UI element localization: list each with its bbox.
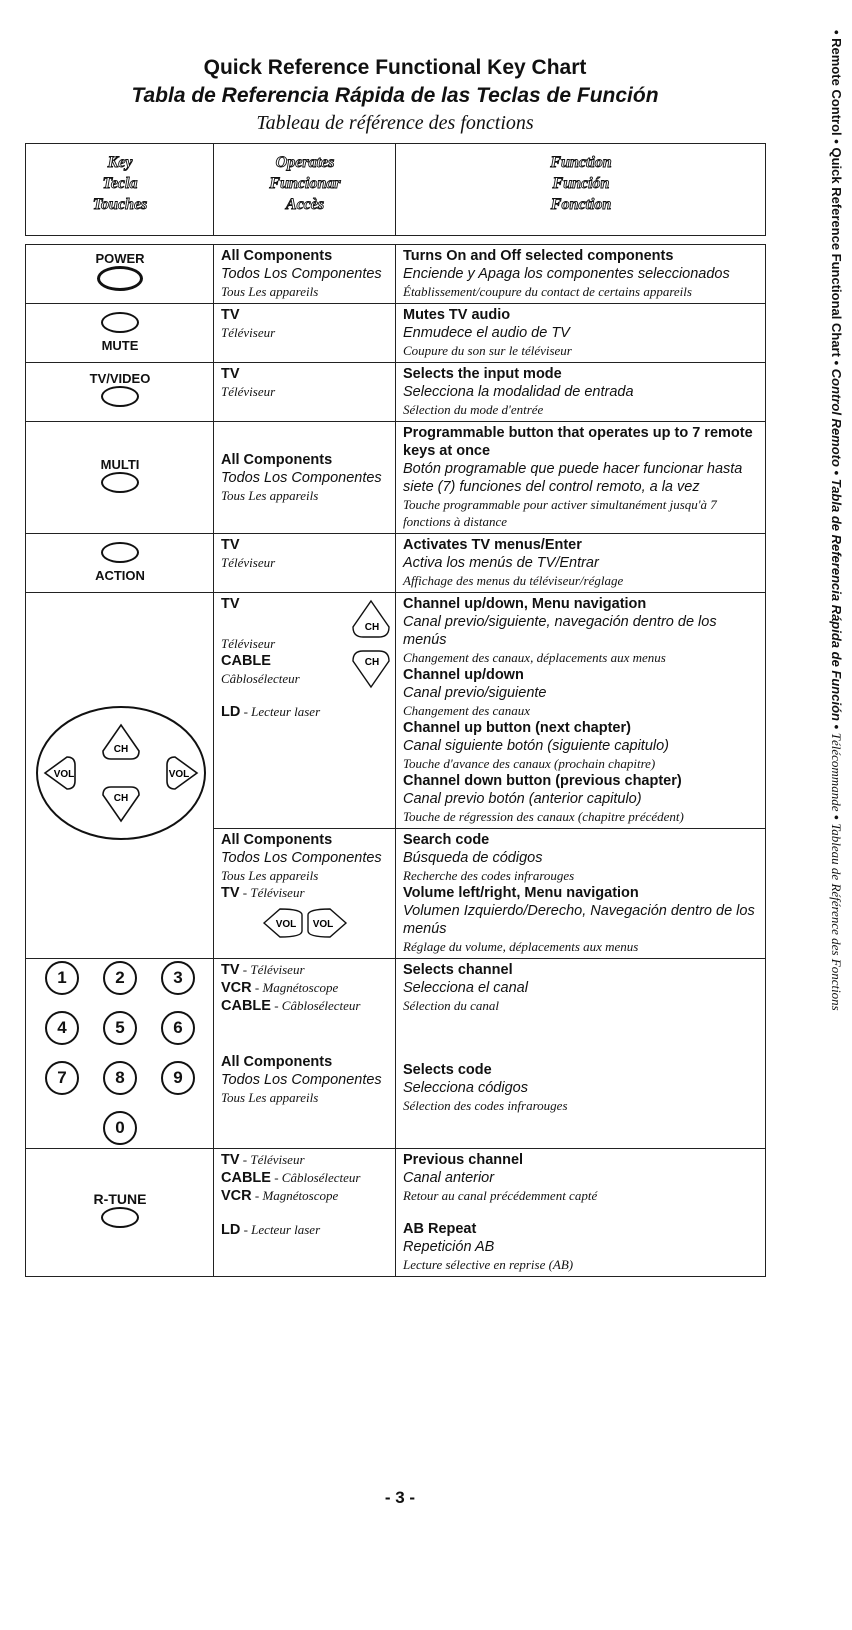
- power-button-icon: [97, 266, 143, 291]
- svg-text:VOL: VOL: [168, 768, 190, 780]
- side-telecommande: Télécommande: [829, 732, 844, 812]
- table-row-multi: [26, 422, 766, 534]
- mute-button-icon: [101, 312, 139, 333]
- svg-text:CH: CH: [113, 743, 129, 755]
- number-key-4: 4: [45, 1011, 79, 1045]
- header-function: Function Función Fonction: [396, 144, 766, 236]
- svg-text:CH: CH: [364, 657, 380, 668]
- ch-keys-icon: [351, 599, 391, 691]
- side-remote-control: Remote Control: [829, 38, 844, 136]
- page-number: - 3 -: [384, 1488, 416, 1507]
- power-label: POWER: [95, 251, 145, 266]
- operates-mute: TV Téléviseur: [214, 304, 396, 363]
- operates-navigation-2: All Components Todos Los Componentes Tous Les appareils TV - Téléviseur VOL VOL: [214, 829, 396, 959]
- header-key: Key Tecla Touches: [26, 144, 214, 236]
- function-mute: Mutes TV audio Enmudece el audio de TV Coupure du son sur le téléviseur: [396, 304, 766, 363]
- multi-button-icon: [101, 472, 139, 493]
- title-english: Quick Reference Functional Key Chart: [203, 56, 587, 79]
- key-power: [26, 245, 214, 304]
- tvvideo-label: TV/VIDEO: [89, 371, 151, 386]
- number-key-3: 3: [161, 961, 195, 995]
- function-power: Turns On and Off selected components Enciende y Apaga los componentes seleccionados Établissement/coupure du contact de certains appareils: [396, 245, 766, 304]
- key-navigation-pad: [26, 593, 214, 959]
- operates-navigation: CH CH TV Téléviseur CABLE Câblosélecteur LD - Lecteur laser: [214, 593, 396, 829]
- function-action: Activates TV menus/Enter Activa los menús de TV/Entrar Affichage des menus du téléviseur/réglage: [396, 534, 766, 593]
- rtune-button-icon: [101, 1207, 139, 1228]
- table-row-tvvideo: [26, 363, 766, 422]
- function-navigation: Channel up/down, Menu navigation Canal previo/siguiente, navegación dentro de los menús Changement des canaux, déplacements aux menus Channel up/down Canal previo/siguiente Changement des canaux Channel up button (next chapter) Canal siguiente botón (siguiente capitulo) Touche d'avance des canaux (prochain chapitre) Channel down button (previous chapter) Canal previo botón (anterior capitulo) Touche de régression des canaux (chapitre précédent): [396, 593, 766, 829]
- function-multi: Programmable button that operates up to 7 remote keys at once Botón programable que puede hacer funcionar hasta siete (7) funciones del control remoto, a la vez Touche programmable pour activer simultanément jusqu'à 7 fonctions à distance: [396, 422, 766, 534]
- title-spanish: Tabla de Referencia Rápida de las Teclas de Función: [131, 84, 659, 107]
- side-control-remoto: Control Remoto: [829, 368, 844, 467]
- number-key-9: 9: [161, 1061, 195, 1095]
- function-numbers: Selects channel Selecciona el canal Sélection du canal Selects code Selecciona códigos Sélection des codes infrarouges: [396, 959, 766, 1149]
- operates-action: TV Téléviseur: [214, 534, 396, 593]
- operates-numbers: TV - Téléviseur VCR - Magnétoscope CABLE - Câblosélecteur All Components Todos Los Componentes Tous Les appareils: [214, 959, 396, 1149]
- table-row-power: [26, 245, 766, 304]
- svg-text:CH: CH: [364, 622, 380, 633]
- header-operates: Operates Funcionar Accès: [214, 144, 396, 236]
- side-quick-reference: Quick Reference Functional Chart: [829, 147, 844, 357]
- table-row-mute: [26, 304, 766, 363]
- key-rtune: [26, 1149, 214, 1277]
- table-header-row: [26, 144, 766, 236]
- ch-down-key: [103, 787, 139, 821]
- number-key-2: 2: [103, 961, 137, 995]
- operates-tvvideo: TV Téléviseur: [214, 363, 396, 422]
- mute-label: MUTE: [101, 338, 139, 353]
- number-keys: [33, 961, 207, 1145]
- number-key-6: 6: [161, 1011, 195, 1045]
- vol-left-key: [45, 757, 75, 789]
- number-key-5: 5: [103, 1011, 137, 1045]
- key-tvvideo: [26, 363, 214, 422]
- key-multi: [26, 422, 214, 534]
- title-french: Tableau de référence des fonctions: [256, 112, 534, 134]
- vol-keys-icon: [262, 906, 348, 940]
- number-key-7: 7: [45, 1061, 79, 1095]
- operates-multi: All Components Todos Los Componentes Tous Les appareils: [214, 422, 396, 534]
- key-action: [26, 534, 214, 593]
- multi-label: MULTI: [100, 456, 140, 472]
- svg-text:VOL: VOL: [53, 768, 75, 780]
- svg-text:CH: CH: [113, 792, 129, 804]
- svg-text:VOL: VOL: [275, 919, 297, 930]
- number-key-8: 8: [103, 1061, 137, 1095]
- operates-power: All Components Todos Los Componentes Tous Les appareils: [214, 245, 396, 304]
- operates-rtune: TV - Téléviseur CABLE - Câblosélecteur VCR - Magnétoscope LD - Lecteur laser: [214, 1149, 396, 1277]
- key-chart-table: [25, 143, 766, 1277]
- table-row-numbers: [26, 959, 766, 1149]
- function-rtune: Previous channel Canal anterior Retour au canal précédemment capté AB Repeat Repetición AB Lecture sélective en reprise (AB): [396, 1149, 766, 1277]
- side-tabla-referencia: Tabla de Referencia Rápida de Función: [829, 478, 844, 721]
- function-tvvideo: Selects the input mode Selecciona la modalidad de entrada Sélection du mode d'entrée: [396, 363, 766, 422]
- table-row-rtune: [26, 1149, 766, 1277]
- table-row-navigation: [26, 593, 766, 829]
- svg-text:VOL: VOL: [312, 919, 334, 930]
- action-label: ACTION: [95, 568, 145, 583]
- side-tableau-reference: Tableau de Référence des Fonctions: [829, 823, 844, 1011]
- table-row-action: [26, 534, 766, 593]
- vol-right-key: [167, 757, 197, 789]
- rtune-label: R-TUNE: [93, 1191, 147, 1207]
- ch-up-key: [103, 725, 139, 759]
- page-titles: [20, 54, 770, 136]
- number-key-1: 1: [45, 961, 79, 995]
- side-running-header: • Remote Control • Quick Reference Functional Chart • Control Remoto • Tabla de Referencia Rápida de Función • Télécommande • Tableau de Référence des Fonctions: [829, 30, 844, 1011]
- function-navigation-2: Search code Búsqueda de códigos Recherche des codes infrarouges Volume left/right, Menu navigation Volumen Izquierdo/Derecho, Navegación dentro de los menús Réglage du volume, déplacements aux menus: [396, 829, 766, 959]
- tvvideo-button-icon: [101, 386, 139, 407]
- nav-pad-icon: [33, 703, 209, 843]
- number-key-0: 0: [103, 1111, 137, 1145]
- action-button-icon: [101, 542, 139, 563]
- key-mute: [26, 304, 214, 363]
- key-number-pad: [26, 959, 214, 1149]
